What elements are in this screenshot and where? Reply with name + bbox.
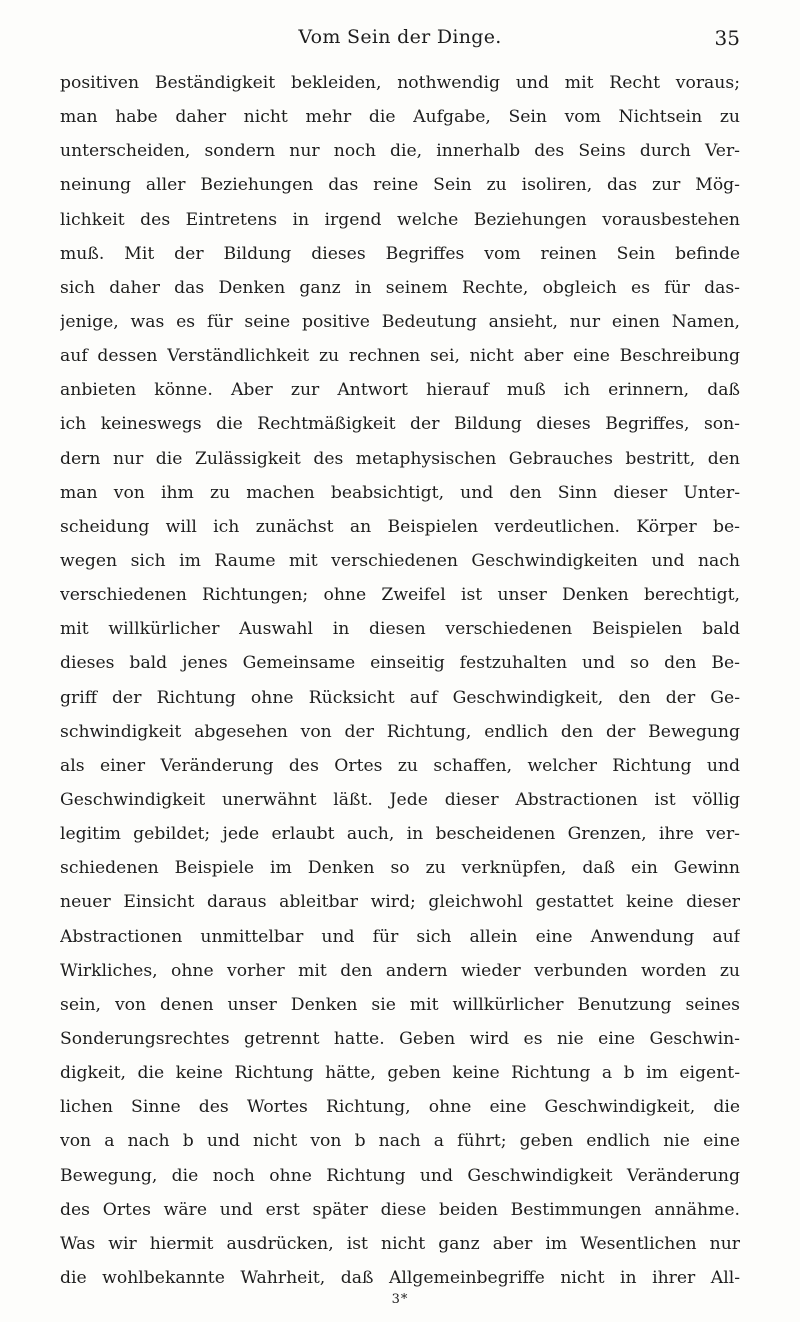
text-line: digkeit, die keine Richtung hätte, geben keine Richtung a b im eigent- (60, 1063, 740, 1084)
text-line: ich keineswegs die Rechtmäßigkeit der Bildung dieses Begriffes, son- (60, 414, 740, 435)
text-line: schiedenen Beispiele im Denken so zu verknüpfen, daß ein Gewinn (60, 858, 740, 879)
text-line: als einer Veränderung des Ortes zu schaffen, welcher Richtung und (60, 755, 740, 776)
text-line: jenige, was es für seine positive Bedeutung ansieht, nur einen Namen, (60, 311, 740, 332)
text-line: griff der Richtung ohne Rücksicht auf Geschwindigkeit, den der Ge- (60, 687, 740, 708)
text-line: von a nach b und nicht von b nach a führt; geben endlich nie eine (60, 1131, 740, 1152)
text-line: wegen sich im Raume mit verschiedenen Geschwindigkeiten und nach (60, 550, 740, 571)
text-line: Was wir hiermit ausdrücken, ist nicht ganz aber im Wesentlichen nur (60, 1233, 740, 1254)
body-text (60, 66, 740, 1295)
text-line: unterscheiden, sondern nur noch die, innerhalb des Seins durch Ver- (60, 141, 740, 162)
text-line: sich daher das Denken ganz in seinem Rechte, obgleich es für das- (60, 277, 740, 298)
text-line: man von ihm zu machen beabsichtigt, und den Sinn dieser Unter- (60, 482, 740, 503)
text-line: neinung aller Beziehungen das reine Sein zu isoliren, das zur Mög- (60, 175, 740, 196)
text-line: Abstractionen unmittelbar und für sich allein eine Anwendung auf (60, 926, 740, 947)
text-line: die wohlbekannte Wahrheit, daß Allgemeinbegriffe nicht in ihrer All- (60, 1267, 740, 1288)
text-line: verschiedenen Richtungen; ohne Zweifel ist unser Denken berechtigt, (60, 585, 740, 606)
text-line: Bewegung, die noch ohne Richtung und Geschwindigkeit Veränderung (60, 1165, 740, 1186)
text-line: schwindigkeit abgesehen von der Richtung, endlich den der Bewegung (60, 721, 740, 742)
page-number: 35 (714, 26, 740, 50)
text-line: positiven Beständigkeit bekleiden, nothwendig und mit Recht voraus; (60, 73, 740, 93)
text-line: legitim gebildet; jede erlaubt auch, in bescheidenen Grenzen, ihre ver- (60, 824, 740, 845)
text-line: sein, von denen unser Denken sie mit willkürlicher Benutzung seines (60, 994, 740, 1015)
text-line: neuer Einsicht daraus ableitbar wird; gleichwohl gestattet keine dieser (60, 892, 740, 913)
text-line: muß. Mit der Bildung dieses Begriffes vom reinen Sein befinde (60, 243, 740, 264)
printer-signature-mark: 3* (391, 1292, 409, 1307)
text-line: auf dessen Verständlichkeit zu rechnen sei, nicht aber eine Beschreibung (60, 346, 740, 367)
running-title: Vom Sein der Dinge. (298, 26, 502, 48)
text-line: Sonderungsrechtes getrennt hatte. Geben wird es nie eine Geschwin- (60, 1028, 740, 1049)
text-line: Wirkliches, ohne vorher mit den andern wieder verbunden worden zu (60, 960, 740, 981)
text-line: mit willkürlicher Auswahl in diesen verschiedenen Beispielen bald (60, 619, 740, 640)
text-line: Geschwindigkeit unerwähnt läßt. Jede dieser Abstractionen ist völlig (60, 789, 740, 810)
text-line: lichkeit des Eintretens in irgend welche Beziehungen vorausbestehen (60, 209, 740, 230)
text-line: scheidung will ich zunächst an Beispielen verdeutlichen. Körper be- (60, 516, 740, 537)
text-line: dern nur die Zulässigkeit des metaphysischen Gebrauches bestritt, den (60, 448, 740, 469)
running-head (60, 26, 740, 54)
text-line: des Ortes wäre und erst später diese beiden Bestimmungen annähme. (60, 1199, 740, 1220)
text-line: lichen Sinne des Wortes Richtung, ohne eine Geschwindigkeit, die (60, 1097, 740, 1118)
text-line: anbieten könne. Aber zur Antwort hierauf muß ich erinnern, daß (60, 380, 740, 401)
text-line: dieses bald jenes Gemeinsame einseitig festzuhalten und so den Be- (60, 653, 740, 674)
text-line: man habe daher nicht mehr die Aufgabe, Sein vom Nichtsein zu (60, 107, 740, 128)
